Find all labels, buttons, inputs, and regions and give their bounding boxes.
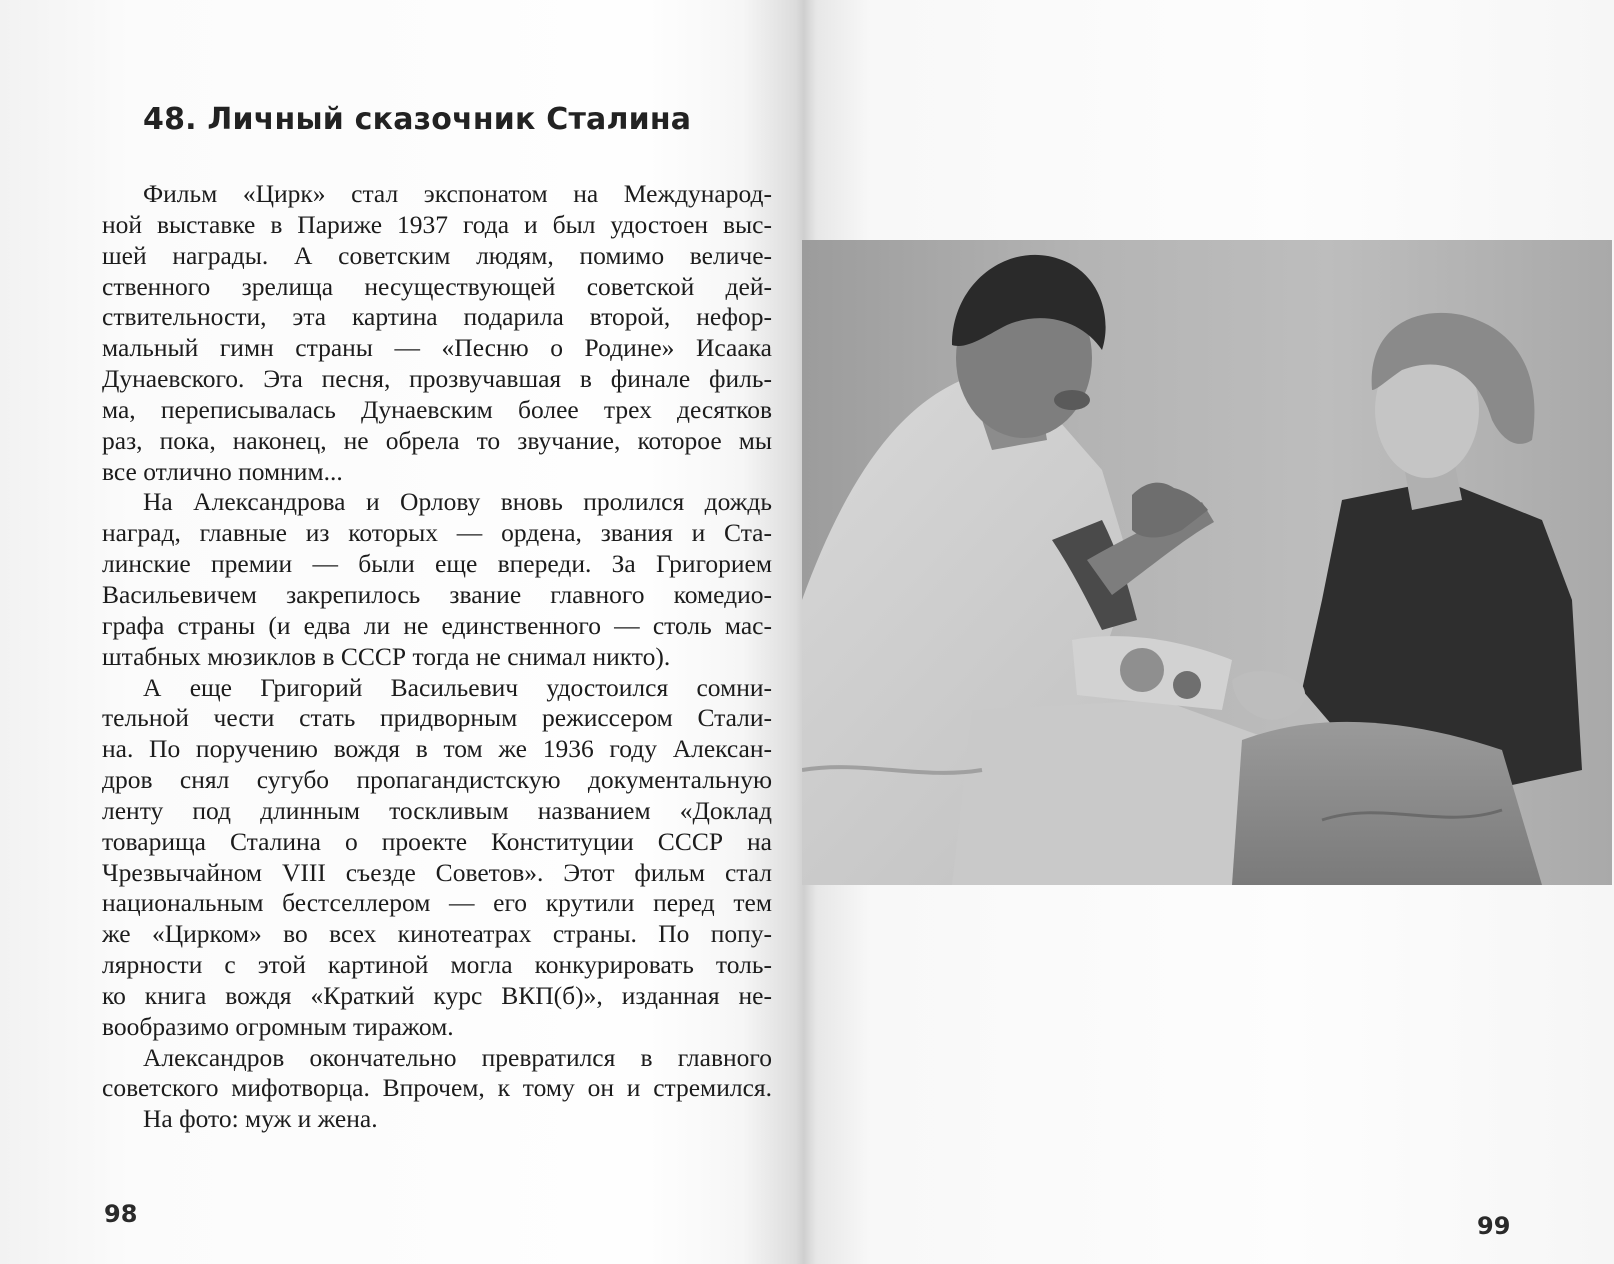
text-line: ной выставке в Париже 1937 года и был удостоен выс-: [102, 209, 772, 239]
text-line: вообразимо огромным тиражом.: [102, 1011, 454, 1041]
text-line: лярности с этой картиной могла конкурировать толь-: [102, 950, 772, 980]
text-line: же «Цирком» во всех кинотеатрах страны. По попу-: [102, 919, 772, 949]
text-line: на. По поручению вождя в том же 1936 году Алексан-: [102, 734, 772, 764]
right-page: [802, 0, 1614, 1264]
text-line: Васильевичем закрепилось звание главного комедио-: [102, 579, 772, 609]
text-line: ственного зрелища несуществующей советской дей-: [102, 271, 772, 301]
text-line: мальный гимн страны — «Песню о Родине» Исаака: [102, 333, 772, 363]
text-line: товарища Сталина о проекте Конституции СССР на: [102, 826, 772, 856]
text-line: тельной чести стать придворным режиссером Стали-: [102, 703, 772, 733]
text-line: графа страны (и едва ли не единственного — столь мас-: [102, 610, 772, 640]
page-number-right: 99: [1477, 1212, 1511, 1240]
text-line: советского мифотворца. Впрочем, к тому он и стремился.: [102, 1073, 772, 1103]
text-line: дров снял сугубо пропагандистскую документальную: [102, 765, 772, 795]
text-line: ма, переписывалась Дунаевским более трех десятков: [102, 394, 772, 424]
text-line: Дунаевского. Эта песня, прозвучавшая в финале филь-: [102, 364, 772, 394]
text-line: А еще Григорий Васильевич удостоился сомни-: [143, 672, 772, 702]
left-page: [0, 0, 800, 1264]
text-line: ко книга вождя «Краткий курс ВКП(б)», изданная не-: [102, 980, 772, 1010]
text-line: Фильм «Цирк» стал экспонатом на Международ-: [143, 179, 772, 208]
text-line: наград, главные из которых — ордена, звания и Ста-: [102, 518, 772, 548]
text-line: национальным бестселлером — его крутили перед тем: [102, 888, 772, 918]
text-line: Чрезвычайном VIII съезде Советов». Этот фильм стал: [102, 857, 772, 887]
text-line: шей награды. А советским людям, помимо величе-: [102, 240, 772, 270]
photo-man-and-woman-icon: [802, 240, 1612, 885]
text-line: все отлично помним...: [102, 456, 343, 486]
photo-illustration: [802, 240, 1612, 885]
text-line: На фото: муж и жена.: [143, 1104, 378, 1134]
text-line: ствительности, эта картина подарила второй, нефор-: [102, 302, 772, 332]
text-line: линские премии — были еще впереди. За Григорием: [102, 549, 772, 579]
text-line: раз, пока, наконец, не обрела то звучание, которое мы: [102, 425, 772, 455]
text-line: штабных мюзиклов в СССР тогда не снимал никто).: [102, 641, 671, 671]
text-line: Александров окончательно превратился в главного: [143, 1042, 772, 1072]
body-text: [102, 179, 772, 1135]
page-number-left: 98: [104, 1200, 138, 1228]
text-line: На Александрова и Орлову вновь пролился дождь: [143, 487, 772, 517]
chapter-title: 48. Личный сказочник Сталина: [143, 102, 692, 137]
text-line: ленту под длинным тоскливым названием «Доклад: [102, 795, 772, 825]
